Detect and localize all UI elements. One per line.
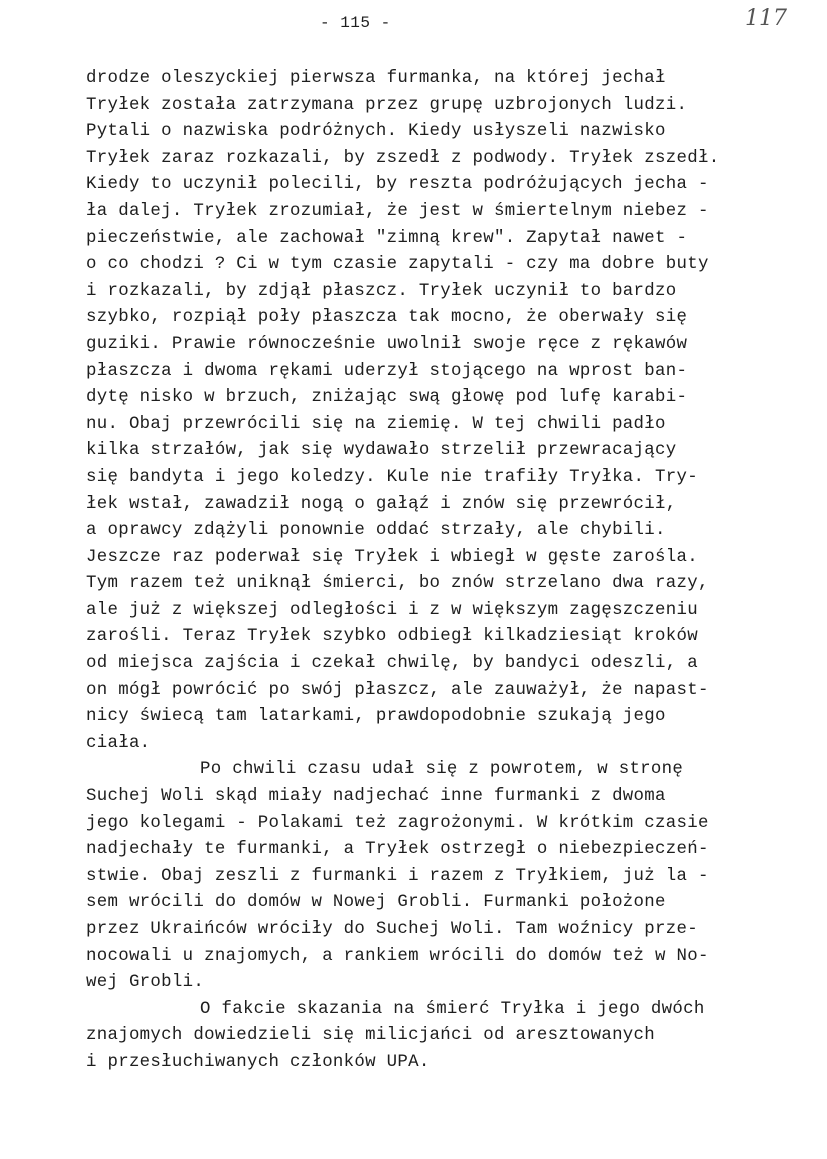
text-line: i przesłuchiwanych członków UPA.	[86, 1052, 430, 1072]
text-line: wej Grobli.	[86, 973, 205, 993]
text-line: się bandyta i jego koledzy. Kule nie trafiły Tryłka. Try-	[86, 467, 698, 487]
page-number: - 115 -	[320, 14, 391, 32]
text-line: ale już z większej odległości i z w większym zagęszczeniu	[86, 600, 698, 620]
text-line: i rozkazali, by zdjął płaszcz. Tryłek uczynił to bardzo	[86, 281, 677, 301]
text-line: ła dalej. Tryłek zrozumiał, że jest w śmiertelnym niebez -	[86, 201, 709, 221]
text-line: dytę nisko w brzuch, zniżając swą głowę pod lufę karabi-	[86, 388, 688, 408]
body-text	[86, 66, 786, 1077]
text-line: Tym razem też uniknął śmierci, bo znów strzelano dwa razy,	[86, 574, 709, 594]
text-line: nicy świecą tam latarkami, prawdopodobnie szukają jego	[86, 707, 666, 727]
text-line: znajomych dowiedzieli się milicjańci od aresztowanych	[86, 1026, 656, 1046]
text-line: nadjechały te furmanki, a Tryłek ostrzegł o niebezpieczeń-	[86, 840, 709, 860]
text-line: stwie. Obaj zeszli z furmanki i razem z Tryłkiem, już la -	[86, 866, 709, 886]
text-line: nu. Obaj przewrócili się na ziemię. W tej chwili padło	[86, 414, 666, 434]
text-line: od miejsca zajścia i czekał chwilę, by bandyci odeszli, a	[86, 654, 698, 674]
text-line: przez Ukraińców wróciły do Suchej Woli. Tam woźnicy prze-	[86, 920, 698, 939]
text-line: Jeszcze raz poderwał się Tryłek i wbiegł w gęste zarośla.	[86, 547, 698, 567]
paragraph	[86, 997, 786, 1077]
text-line: zarośli. Teraz Tryłek szybko odbiegł kilkadziesiąt kroków	[86, 627, 698, 647]
text-line: o co chodzi ? Ci w tym czasie zapytali - czy ma dobre buty	[86, 255, 709, 275]
paragraph	[86, 757, 786, 996]
text-line: jego kolegami - Polakami też zagrożonymi. W krótkim czasie	[86, 813, 709, 833]
text-line: nocowali u znajomych, a rankiem wrócili do domów też w No-	[86, 946, 709, 966]
text-line: sem wrócili do domów w Nowej Grobli. Furmanki położone	[86, 893, 666, 913]
text-line: guziki. Prawie równocześnie uwolnił swoje ręce z rękawów	[86, 334, 688, 354]
text-line: ciała.	[86, 733, 151, 753]
text-line: a oprawcy zdążyli ponownie oddać strzały, ale chybili.	[86, 521, 666, 541]
paragraph	[86, 66, 786, 757]
text-line: szybko, rozpiął poły płaszcza tak mocno, że oberwały się	[86, 308, 688, 328]
text-line: drodze oleszyckiej pierwsza furmanka, na której jechał	[86, 69, 666, 88]
text-line: pieczeństwie, ale zachował "zimną krew". Zapytał nawet -	[86, 228, 688, 248]
text-line: Pytali o nazwiska podróżnych. Kiedy usłyszeli nazwisko	[86, 122, 666, 142]
text-line: kilka strzałów, jak się wydawało strzelił przewracający	[86, 441, 677, 461]
text-line: Suchej Woli skąd miały nadjechać inne furmanki z dwoma	[86, 787, 666, 807]
text-line: on mógł powrócić po swój płaszcz, ale zauważył, że napast-	[86, 680, 709, 700]
text-line: Tryłek została zatrzymana przez grupę uzbrojonych ludzi.	[86, 95, 688, 115]
archive-number: 117	[745, 6, 787, 31]
text-line: Kiedy to uczynił polecili, by reszta podróżujących jecha -	[86, 175, 709, 195]
text-line: O fakcie skazania na śmierć Tryłka i jego dwóch	[200, 999, 705, 1019]
text-line: łek wstał, zawadził nogą o gałąź i znów się przewrócił,	[86, 494, 677, 514]
text-line: Tryłek zaraz rozkazali, by zszedł z podwody. Tryłek zszedł.	[86, 148, 720, 168]
text-line: Po chwili czasu udał się z powrotem, w stronę	[200, 760, 684, 780]
text-line: płaszcza i dwoma rękami uderzył stojącego na wprost ban-	[86, 361, 688, 381]
